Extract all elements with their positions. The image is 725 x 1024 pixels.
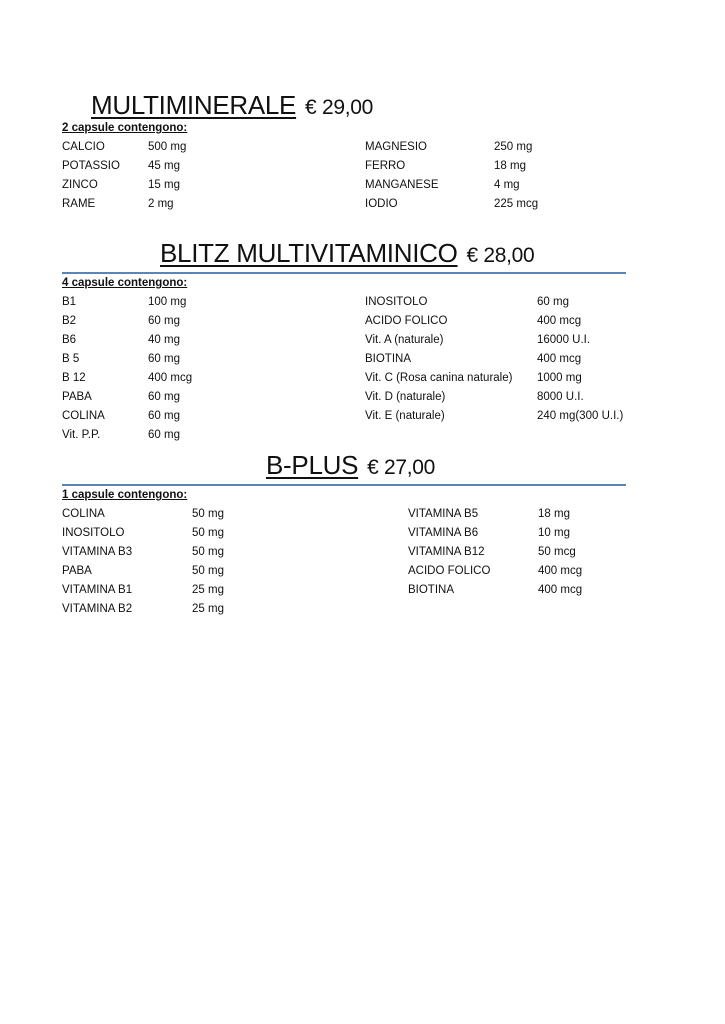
ingredient-amount: 60 mg <box>148 315 180 327</box>
product-price: € 29,00 <box>305 96 373 119</box>
ingredient-name: BIOTINA <box>408 584 455 596</box>
ingredient-amount: 60 mg <box>148 391 180 403</box>
ingredient-name: IODIO <box>365 198 398 210</box>
ingredient-amount: 16000 U.I. <box>537 334 591 346</box>
ingredient-amount: 40 mg <box>148 334 180 346</box>
ingredient-amount: 400 mcg <box>537 315 582 327</box>
ingredient-amount: 2 mg <box>148 198 174 210</box>
ingredient-name: VITAMINA B5 <box>408 508 479 520</box>
ingredient-amount: 400 mcg <box>148 372 193 384</box>
section-subtitle: 1 capsule contengono: <box>62 489 188 501</box>
ingredient-amount: 60 mg <box>148 353 180 365</box>
ingredient-name: VITAMINA B12 <box>408 546 485 558</box>
ingredient-amount: 10 mg <box>538 527 570 539</box>
ingredient-amount: 8000 U.I. <box>537 391 584 403</box>
ingredient-amount: 45 mg <box>148 160 180 172</box>
ingredient-amount: 400 mcg <box>537 353 582 365</box>
ingredient-name: VITAMINA B3 <box>62 546 133 558</box>
ingredient-name: B 5 <box>62 353 80 365</box>
section-divider <box>62 272 626 274</box>
ingredient-amount: 25 mg <box>192 603 224 615</box>
ingredient-name: MANGANESE <box>365 179 439 191</box>
ingredient-amount: 50 mg <box>192 546 224 558</box>
ingredient-amount: 25 mg <box>192 584 224 596</box>
ingredient-amount: 500 mg <box>148 141 187 153</box>
ingredient-name: PABA <box>62 565 92 577</box>
ingredient-amount: 1000 mg <box>537 372 582 384</box>
product-price: € 28,00 <box>466 244 535 267</box>
ingredient-amount: 15 mg <box>148 179 180 191</box>
ingredient-name: VITAMINA B6 <box>408 527 479 539</box>
ingredient-name: VITAMINA B2 <box>62 603 133 615</box>
ingredient-name: Vit. D (naturale) <box>365 391 446 403</box>
ingredient-name: MAGNESIO <box>365 141 427 153</box>
product-name: B-PLUS <box>266 450 359 480</box>
ingredient-amount: 225 mcg <box>494 198 539 210</box>
ingredient-name: Vit. E (naturale) <box>365 410 445 422</box>
section-subtitle: 2 capsule contengono: <box>62 122 188 134</box>
ingredient-amount: 100 mg <box>148 296 187 308</box>
ingredient-name: ACIDO FOLICO <box>408 565 491 577</box>
section-subtitle: 4 capsule contengono: <box>62 277 188 289</box>
ingredient-name: INOSITOLO <box>62 527 125 539</box>
ingredient-amount: 50 mg <box>192 508 224 520</box>
section-title-multiminerale <box>91 90 373 121</box>
ingredient-name: B6 <box>62 334 77 346</box>
ingredient-amount: 250 mg <box>494 141 533 153</box>
ingredient-name: COLINA <box>62 508 105 520</box>
ingredient-amount: 240 mg(300 U.I.) <box>537 410 624 422</box>
ingredient-name: BIOTINA <box>365 353 412 365</box>
ingredient-amount: 4 mg <box>494 179 520 191</box>
ingredient-amount: 60 mg <box>148 429 180 441</box>
ingredient-amount: 18 mg <box>538 508 570 520</box>
ingredient-name: PABA <box>62 391 92 403</box>
ingredient-name: POTASSIO <box>62 160 120 172</box>
ingredient-amount: 18 mg <box>494 160 526 172</box>
ingredient-name: B 12 <box>62 372 86 384</box>
ingredient-amount: 50 mg <box>192 565 224 577</box>
ingredient-name: VITAMINA B1 <box>62 584 133 596</box>
ingredient-name: Vit. P.P. <box>62 429 101 441</box>
ingredient-amount: 400 mcg <box>538 584 583 596</box>
ingredient-amount: 50 mcg <box>538 546 576 558</box>
section-title-bplus <box>266 450 435 481</box>
ingredient-name: ZINCO <box>62 179 98 191</box>
ingredient-name: B2 <box>62 315 77 327</box>
section-divider <box>62 484 626 486</box>
ingredient-name: Vit. C (Rosa canina naturale) <box>365 372 513 384</box>
product-name: MULTIMINERALE <box>91 90 297 120</box>
ingredient-amount: 50 mg <box>192 527 224 539</box>
ingredient-name: COLINA <box>62 410 105 422</box>
ingredient-name: INOSITOLO <box>365 296 428 308</box>
ingredient-name: B1 <box>62 296 77 308</box>
product-name: BLITZ MULTIVITAMINICO <box>160 238 458 268</box>
product-price: € 27,00 <box>367 456 436 479</box>
ingredient-name: RAME <box>62 198 96 210</box>
section-title-blitz <box>160 238 534 269</box>
ingredient-name: CALCIO <box>62 141 105 153</box>
ingredient-name: FERRO <box>365 160 406 172</box>
ingredient-amount: 60 mg <box>148 410 180 422</box>
ingredient-amount: 400 mcg <box>538 565 583 577</box>
ingredient-name: ACIDO FOLICO <box>365 315 448 327</box>
ingredient-name: Vit. A (naturale) <box>365 334 444 346</box>
ingredient-amount: 60 mg <box>537 296 569 308</box>
